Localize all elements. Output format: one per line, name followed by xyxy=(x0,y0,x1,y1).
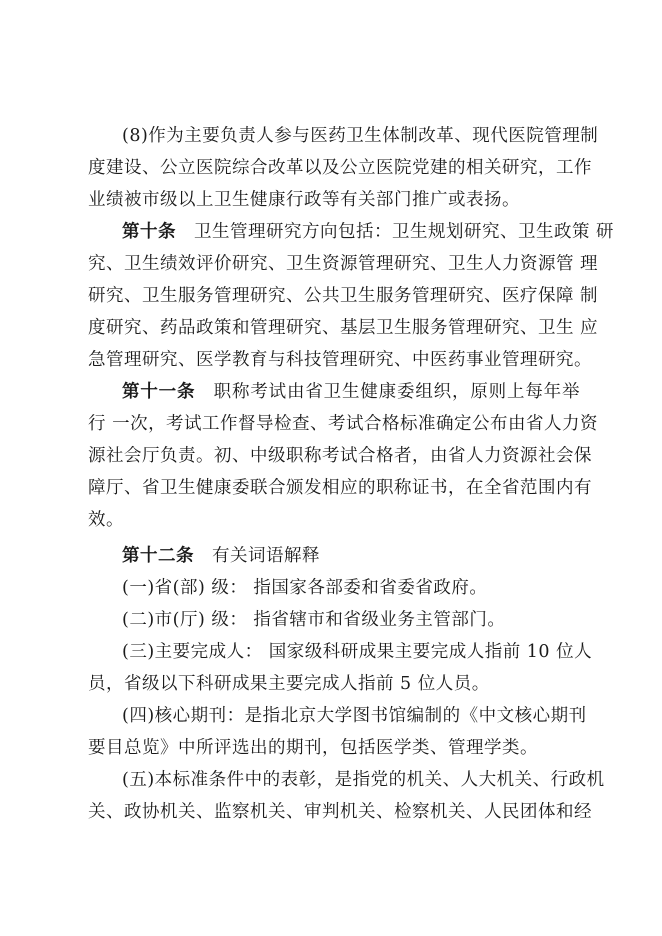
text-line: 行 一次，考试工作督导检查、考试合格标准确定公布由省人力资 xyxy=(88,414,599,434)
text-line: 员，省级以下科研成果主要完成人指前 5 位人员。 xyxy=(88,674,490,694)
text-line: 急管理研究、医学教育与科技管理研究、中医药事业管理研究。 xyxy=(88,350,592,370)
article-heading: 第十条 xyxy=(122,222,176,242)
text-line: 障厅、省卫生健康委联合颁发相应的职称证书，在全省范围内有 xyxy=(88,478,592,498)
article-10-line: 第十条 卫生管理研究方向包括：卫生规划研究、卫生政策 研 xyxy=(122,222,615,242)
text-line: 度研究、药品政策和管理研究、基层卫生服务管理研究、卫生 应 xyxy=(88,318,599,338)
article-11-line: 第十一条 职称考试由省卫生健康委组织，原则上每年举 xyxy=(122,382,581,402)
text-line: 效。 xyxy=(88,510,124,530)
text-line: 度建设、公立医院综合改革以及公立医院党建的相关研究，工作 xyxy=(88,158,592,178)
text-line: (8)作为主要负责人参与医药卫生体制改革、现代医院管理制 xyxy=(122,126,599,146)
text-line: (二)市(厅) 级： 指省辖市和省级业务主管部门。 xyxy=(122,610,506,630)
text-line: (五)本标准条件中的表彰，是指党的机关、人大机关、行政机 xyxy=(122,770,605,790)
text-line: (四)核心期刊：是指北京大学图书馆编制的《中文核心期刊 xyxy=(122,706,587,726)
article-heading: 第十一条 xyxy=(122,382,196,402)
text-line: 源社会厅负责。初、中级职称考试合格者，由省人力资源社会保 xyxy=(88,446,592,466)
article-12-line: 第十二条 有关词语解释 xyxy=(122,546,320,566)
text-line: 要目总览》中所评选出的期刊，包括医学类、管理学类。 xyxy=(88,738,538,758)
text-line: 关、政协机关、监察机关、审判机关、检察机关、人民团体和经 xyxy=(88,802,592,822)
article-heading: 第十二条 xyxy=(122,546,194,566)
text-line: (三)主要完成人： 国家级科研成果主要完成人指前 10 位人 xyxy=(122,642,593,662)
text-line: 研究、卫生服务管理研究、公共卫生服务管理研究、医疗保障 制 xyxy=(88,286,599,306)
text-line: 业绩被市级以上卫生健康行政等有关部门推广或表扬。 xyxy=(88,190,520,210)
text-line: (一)省(部) 级： 指国家各部委和省委省政府。 xyxy=(122,578,488,598)
text-line: 究、卫生绩效评价研究、卫生资源管理研究、卫生人力资源管 理 xyxy=(88,254,599,274)
